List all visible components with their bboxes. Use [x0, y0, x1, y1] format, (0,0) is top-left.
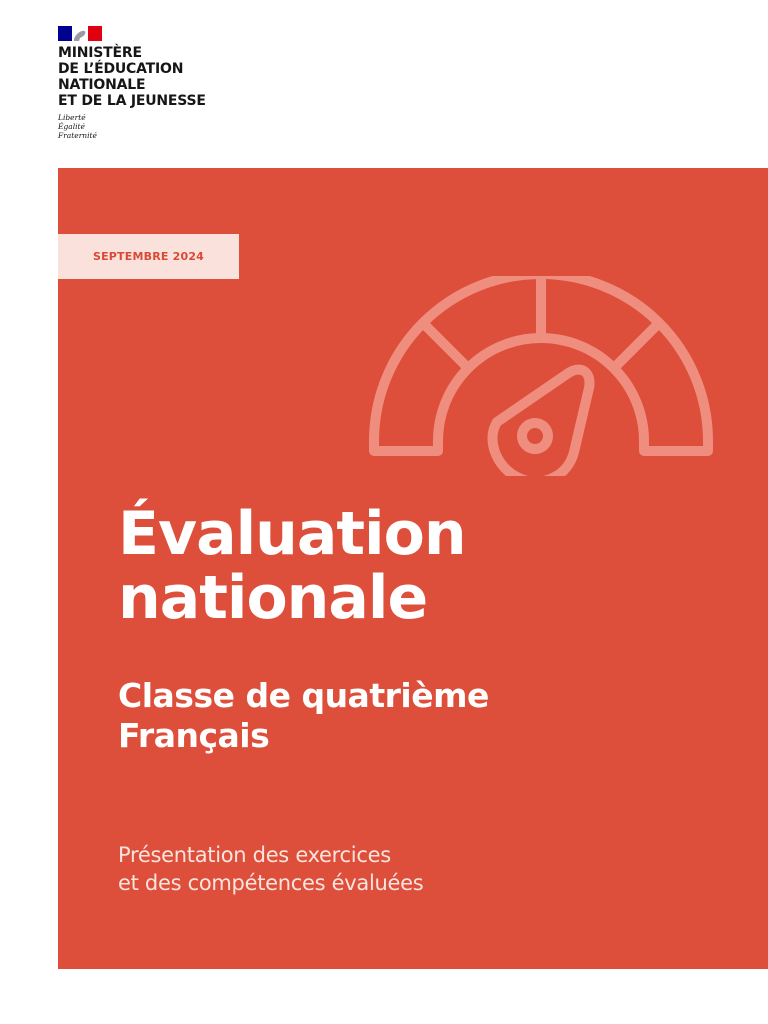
motto-line: Fraternité: [58, 131, 97, 140]
cover-description-line: et des compétences évaluées: [118, 871, 424, 895]
cover-panel: [58, 168, 768, 969]
cover-title-line: nationale: [118, 563, 428, 633]
cover-subtitle-line: Français: [118, 716, 270, 755]
republic-motto: [58, 113, 97, 140]
motto-line: Égalité: [58, 122, 85, 131]
cover-description-line: Présentation des exercices: [118, 843, 391, 867]
gauge-icon: [364, 276, 718, 476]
cover-description: [118, 841, 738, 897]
date-badge: [58, 234, 239, 279]
ministry-name-line: DE L’ÉDUCATION: [58, 61, 184, 77]
cover-subtitle: [118, 676, 738, 756]
ministry-name-line: ET DE LA JEUNESSE: [58, 93, 206, 109]
ministry-name-line: NATIONALE: [58, 77, 146, 93]
cover-subtitle-line: Classe de quatrième: [118, 676, 489, 715]
cover-title: [118, 499, 738, 633]
ministry-name-line: MINISTÈRE: [58, 45, 142, 61]
motto-line: Liberté: [58, 113, 86, 122]
date-badge-label: SEPTEMBRE 2024: [92, 250, 205, 263]
cover-title-line: Évaluation: [118, 499, 466, 569]
ministry-name: [58, 45, 258, 109]
marianne-flag-icon: [58, 26, 102, 41]
